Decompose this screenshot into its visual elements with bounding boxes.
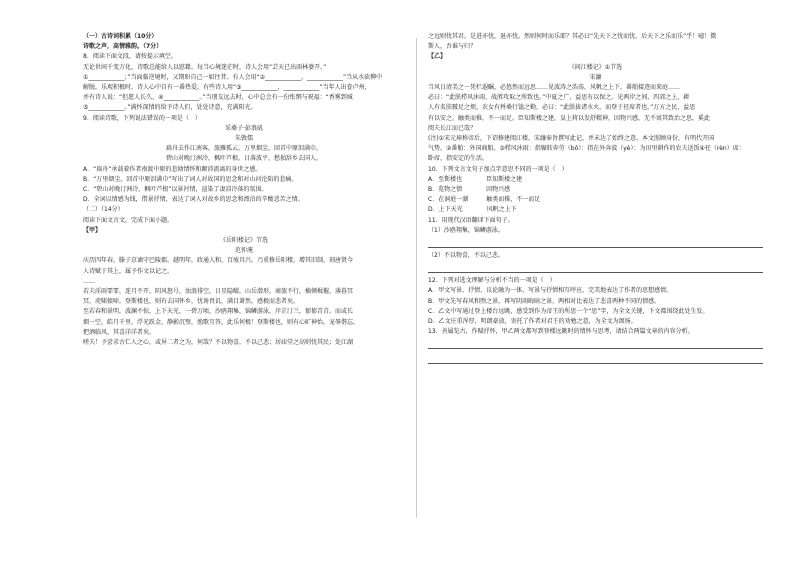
- left-line-22: 庆历四年春，滕子京谪守巴陵郡。越明年，政通人和，百废具兴。乃重修岳阳楼，增其旧制，刻唐贤今: [83, 257, 354, 265]
- left-line-10: 朱敦儒: [234, 135, 253, 143]
- left-line-15: C．“碧山对晚汀洲冷，枫叶芦根”以景衬情，渲染了凄凉冷落的氛围。: [83, 186, 268, 194]
- right-line-9: 阅夫长江而已哉？: [428, 124, 477, 132]
- left-line-7: ⑤____________。”满怀深情的给予诗人们，处处诗意，充满阳光。: [83, 104, 257, 112]
- right-line-15: B．览物之情 因物兴感: [428, 186, 511, 194]
- right-line-28: 13．善属览古，作赋抒怀，甲乙两文都写到登楼远眺时的情怀与思考，请结合两篇文章的内容分析。: [428, 328, 694, 336]
- right-line-5: 当风日清美之一凭栏遐瞩，必悠然而远思……见波涛之浩荡，风帆之上下，番舶接迹而来庭……: [428, 84, 681, 92]
- left-line-27: 至若春和景明，波澜不惊，上下天光，一碧万顷，沙鸥翔集，锦鳞游泳，岸芷汀兰，郁郁青青。而或长: [83, 308, 354, 316]
- right-line-10: (注)①宋元璋称帝后，下诏修建阅江楼，宋濂奉旨撰写此记，并未达了始终之意。本文照顾身份，有明代开国: [428, 135, 715, 143]
- left-line-20: 《岳阳楼记》节选: [219, 237, 268, 245]
- right-line-1: 斯人，吾谁与归？: [428, 43, 477, 51]
- left-line-8: 9．阅读诗歌，下列说法错误的一项是（ ）: [83, 114, 201, 122]
- right-line-23: 12．下列对选文理解与分析不当的一项是（ ）: [428, 277, 556, 285]
- right-line-22: [428, 261, 763, 273]
- right-line-13: 10．下列文言文句子加点字意思不同的一项是（ ）: [428, 165, 568, 173]
- right-line-4: 宋濂: [589, 73, 602, 81]
- left-line-12: 碧山对晚汀洲冷，枫叶芦根。日落波平，愁损辞乡去国人。: [165, 155, 322, 163]
- left-line-1: 诗歌之声，高情雅韵。（7分）: [83, 43, 163, 51]
- left-line-13: A．“扁舟”承载着作者南渡中原的悲恸情怀和颠沛流离的身世之感。: [83, 165, 262, 173]
- right-line-21: （2）不以物喜，不以己悲。: [428, 252, 504, 260]
- left-line-21: 范仲淹: [234, 247, 253, 255]
- left-line-25: 若夫淫雨霏霏，连月不开，阴风怒号，浊浪排空，日星隐曜，山岳潜形，商旅不行，樯倾楫摧，薄暮冥: [83, 288, 354, 296]
- right-line-29: [428, 337, 763, 349]
- right-line-0: 之远则忧其君。是进亦忧，退亦忧。然则何时而乐耶？其必曰“先天下之忧而忧，后天下之乐而乐”乎！噫！微: [428, 33, 717, 40]
- right-line-20: [428, 236, 763, 248]
- left-line-0: （一）古诗词积累（10分）: [83, 33, 158, 40]
- right-line-3: 《间江楼记》①节选: [568, 63, 623, 71]
- right-line-26: C．乙文中写通过登上楼台远眺，感受到作为帝王的所思一个“思”字，为全文关键，下文都围绕此处生发。: [428, 307, 709, 315]
- left-line-4: ①____________；”当面临逆境时，又期盼自己一如往昔。有人会用“②____________，____________”当从水砍柳中: [83, 73, 383, 81]
- right-line-17: D．上下天光 风帆之上下: [428, 206, 517, 214]
- right-line-19: （1）沙鸥翔集，锦鳞游泳。: [428, 226, 504, 234]
- left-line-28: 烟一空，皓月千里，浮光跃金，静影沉璧，渔歌互答，此乐何极！登斯楼也，则有心旷神怡，宠辱偕忘，: [83, 318, 360, 326]
- left-line-19: 【甲】: [83, 226, 102, 234]
- left-line-3: 无论世间千变万化，诗歌总能给人以慰藉。每当心境迷茫时，诗人会用“芸天已出雨林婆开，”: [83, 63, 327, 71]
- left-line-11: 扁舟去作江南客，旅雁孤云。万里烟尘，回首中原泪满巾。: [165, 145, 322, 153]
- right-line-18: 11．用现代汉语翻译下面句子。: [428, 216, 514, 224]
- right-line-27: D．乙文庄重浑厚，明朗豪放，寄托了作者对君王的劝勉之意，为全文为颂扬。: [428, 318, 637, 326]
- right-line-7: 人有炙肤皲足之烦，农女有捋桑行馌之勤，必曰：“此朕拔诸水火，而登于衽席者也。”万方之民，益思: [428, 104, 696, 112]
- left-line-18: 阅读下面文言文，完成下面小题。: [83, 216, 174, 224]
- left-line-17: （二）（14分）: [83, 206, 124, 214]
- left-line-26: 冥，虎啸猿啼。登斯楼也，则有去国怀乡，忧谗畏讥，满目萧然，感极而悲者矣。: [83, 298, 300, 306]
- right-line-11: 气势。②番舶：外国商船。③栉风沐雨：指辗转奔劳（bǒ）：指在外奔波（yè）：为田里耕作的农夫送饭④衽（rèn）席：: [428, 145, 745, 153]
- right-line-30: [428, 352, 763, 364]
- right-line-24: A．甲文写景、抒情、议论融为一体，写景与抒情相互呼应，完美地表达了作者的思想感情。: [428, 287, 673, 295]
- left-line-30: 嗟夫！予尝求古仁人之心，或异二者之为，何哉？不以物喜，不以己悲；居庙堂之高则忧其民；处江湖: [83, 339, 354, 347]
- left-line-24: ……: [83, 277, 95, 285]
- left-line-29: 把酒临风，其喜洋洋者矣。: [83, 328, 156, 336]
- left-line-14: B．“万里烟尘，回首中原泪满巾”写出了词人对故国的思念和对山河沦陷的悲痛。: [83, 175, 298, 183]
- right-line-16: C．在洞庭一湖 触类而推，不一而足: [428, 196, 541, 204]
- left-line-5: 解脱，乐观积极时，诗人心中自有一番热爱。有些诗人用“③____________，____________”当年人出眷卢州，: [83, 84, 371, 92]
- right-line-25: B．甲文先写春风和煦之景，再写阴雨晦暗之景，两相对比表达了悲喜两种不同的情感。: [428, 297, 661, 305]
- left-line-16: D．全词以情感为线，借景抒情，表达了词人对故乡的思念和漂泊的辛酸悲苦之情。: [83, 196, 304, 204]
- right-line-14: A．至斯楼也 臣知斯楼之建: [428, 175, 523, 183]
- right-line-12: 卧席，指安定的生活。: [428, 155, 489, 163]
- left-line-6: 并有诗人说：“但愿人长久，④____________。”当朋友远去时，心中总会有一份怅惘与祝福：“香雾到城: [83, 94, 353, 102]
- left-line-23: 人诗赋于其上，属予作文以记之。: [83, 267, 174, 275]
- column-divider: [416, 38, 417, 518]
- left-column: [83, 32, 405, 348]
- left-line-2: 8．阅读下面文段，请按提示填空。: [83, 53, 177, 61]
- right-line-2: 【乙】: [428, 53, 447, 61]
- right-column: [428, 32, 763, 367]
- left-line-9: 采桑子·彭浪矶: [225, 124, 263, 132]
- right-line-8: 有以安之。触类而推，不一而足。臣知斯楼之建，皇上将以发舒精神，因物兴感，无不寓其致治之思，奚此: [428, 114, 711, 122]
- right-line-6: 必曰：“此朕栉风沐雨、战胜攻取之所致也。”中夏之广，益思有以保之。见两岸之间，四郊之上，耕: [428, 94, 690, 102]
